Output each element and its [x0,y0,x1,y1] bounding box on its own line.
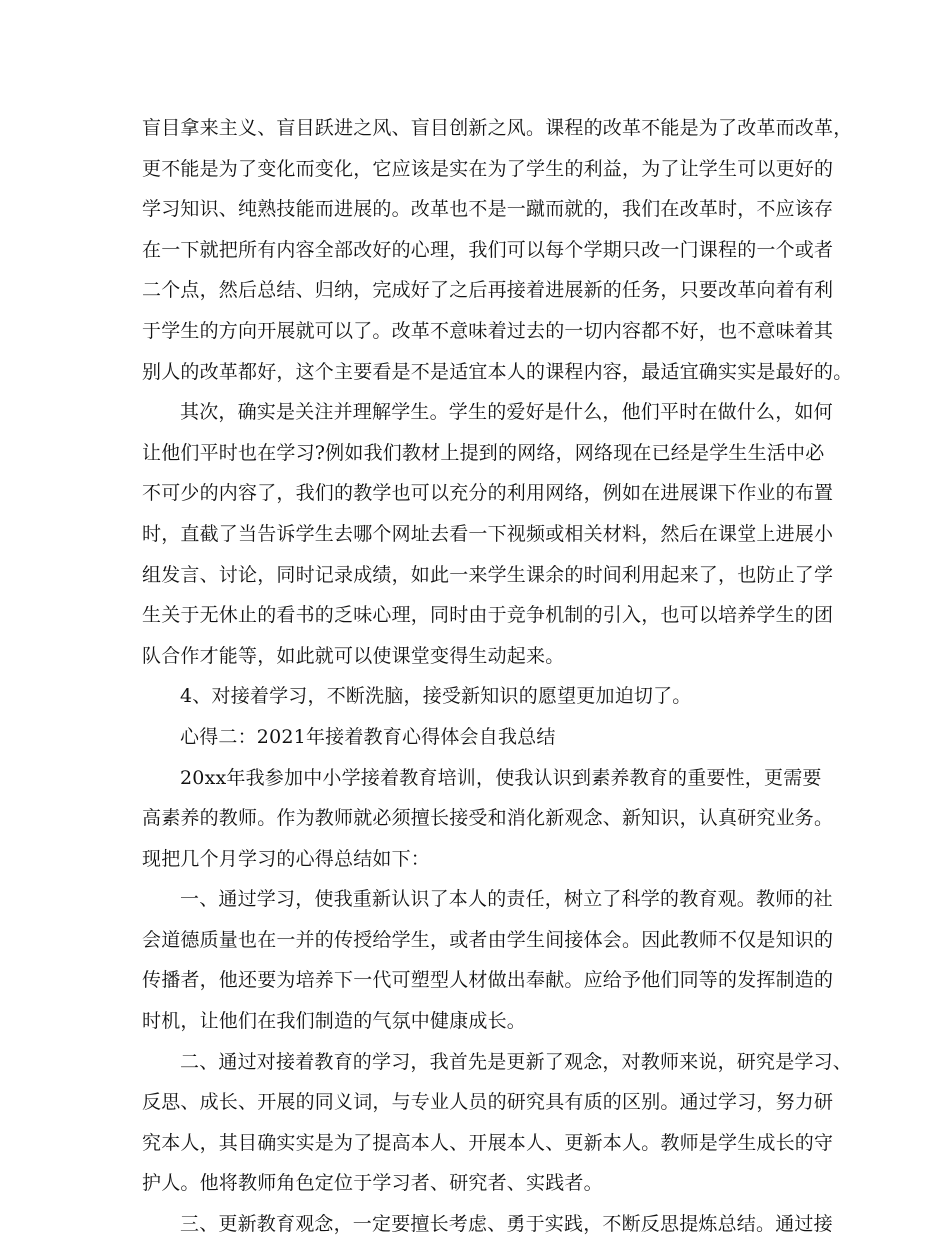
text-line-23: 时机，让他们在我们制造的气氛中健康成长。 [142,1010,527,1033]
text-line-28: 三、更新教育观念，一定要擅长考虑、勇于实践，不断反思提炼总结。通过接 [180,1213,833,1236]
text-line-1: 盲目拿来主义、盲目跃进之风、盲目创新之风。课程的改革不能是为了改革而改革， [142,117,853,139]
text-line-12: 组发言、讨论，同时记录成绩，如此一来学生课余的时间利用起来了，也防止了学 [142,563,834,586]
text-line-27: 护人。他将教师角色定位于学习者、研究者、实践者。 [142,1172,603,1195]
text-line-17: 20xx年我参加中小学接着教育培训，使我认识到素养教育的重要性，更需要 [180,766,822,789]
text-line-26: 究本人，其目确实实是为了提高本人、开展本人、更新本人。教师是学生成长的守 [142,1131,834,1154]
text-line-20: 一、通过学习，使我重新认识了本人的责任，树立了科学的教育观。教师的社 [180,888,833,911]
text-line-24: 二、通过对接着教育的学习，我首先是更新了观念，对教师来说，研究是学习、 [180,1050,853,1073]
text-line-18: 高素养的教师。作为教师就必须擅长接受和消化新观念、新知识，认真研究业务。 [142,807,834,830]
text-line-11: 时，直截了当告诉学生去哪个网址去看一下视频或相关材料，然后在课堂上进展小 [142,522,834,545]
text-line-5: 二个点，然后总结、归纳，完成好了之后再接着进展新的任务，只要改革向着有利 [142,279,834,302]
text-line-25: 反思、成长、开展的同义词，与专业人员的研究具有质的区别。通过学习，努力研 [142,1091,834,1114]
text-line-7: 别人的改革都好，这个主要看是不是适宜本人的课程内容，最适宜确实实是最好的。 [142,360,853,383]
text-line-21: 会道德质量也在一并的传授给学生，或者由学生间接体会。因此教师不仅是知识的 [142,928,834,951]
text-line-15: 4、对接着学习，不断洗脑，接受新知识的愿望更加迫切了。 [180,685,692,708]
text-line-10: 不可少的内容了，我们的教学也可以充分的利用网络，例如在进展课下作业的布置 [142,482,834,505]
text-line-19: 现把几个月学习的心得总结如下： [142,847,431,870]
text-line-8: 其次，确实是关注并理解学生。学生的爱好是什么，他们平时在做什么，如何 [180,401,833,424]
section-heading-line: 心得二：2021年接着教育心得体会自我总结 [180,725,556,748]
text-line-14: 队合作才能等，如此就可以使课堂变得生动起来。 [142,644,565,667]
text-line-22: 传播者，他还要为培养下一代可塑型人材做出奉献。应给予他们同等的发挥制造的 [142,969,834,992]
text-line-4: 在一下就把所有内容全部改好的心理，我们可以每个学期只改一门课程的一个或者 [142,238,834,261]
document-page [142,108,853,1245]
text-line-13: 生关于无休止的看书的乏味心理，同时由于竞争机制的引入，也可以培养学生的团 [142,604,834,627]
text-line-6: 于学生的方向开展就可以了。改革不意味着过去的一切内容都不好，也不意味着其 [142,319,834,342]
text-line-9: 让他们平时也在学习?例如我们教材上提到的网络，网络现在已经是学生生活中必 [142,441,825,464]
text-line-3: 学习知识、纯熟技能而进展的。改革也不是一蹴而就的，我们在改革时，不应该存 [142,198,834,221]
text-line-2: 更不能是为了变化而变化，它应该是实在为了学生的利益，为了让学生可以更好的 [142,157,834,180]
